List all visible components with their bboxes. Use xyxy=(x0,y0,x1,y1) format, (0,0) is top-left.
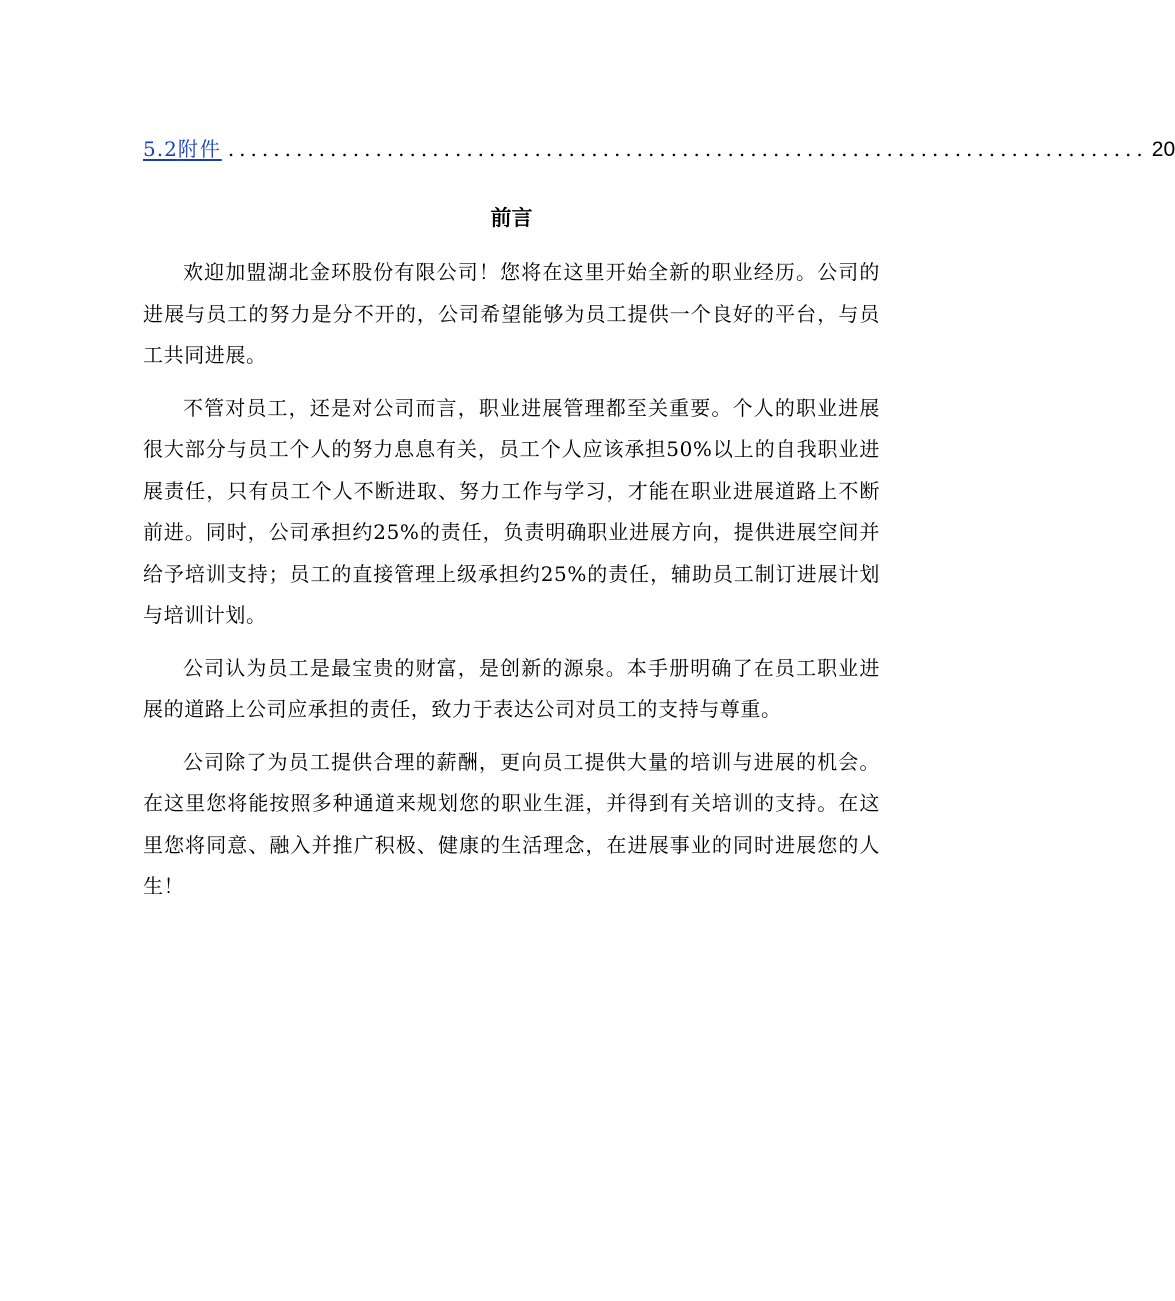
body-text xyxy=(143,252,880,919)
paragraph-career-responsibility: 不管对员工，还是对公司而言，职业进展管理都至关重要。个人的职业进展很大部分与员工个人的努力息息有关，员工个人应该承担50%以上的自我职业进展责任，只有员工个人不断进取、努力工作与学习，才能在职业进展道路上不断前进。同时，公司承担约25%的责任，负责明确职业进展方向，提供进展空间并给予培训支持；员工的直接管理上级承担约25%的责任，辅助员工制订进展计划与培训计划。 xyxy=(143,395,880,627)
paragraph-company-commitment: 公司认为员工是最宝贵的财富，是创新的源泉。本手册明确了在员工职业进展的道路上公司应承担的责任，致力于表达公司对员工的支持与尊重。 xyxy=(143,655,880,721)
paragraph-welcome: 欢迎加盟湖北金环股份有限公司！您将在这里开始全新的职业经历。公司的进展与员工的努力是分不开的，公司希望能够为员工提供一个良好的平台，与员工共同进展。 xyxy=(143,260,880,367)
toc-dot-leader: ................................................................................. xyxy=(227,137,1148,161)
toc-entry[interactable] xyxy=(143,133,1175,165)
toc-page-number: 20 xyxy=(1151,138,1175,161)
toc-entry-title[interactable]: 附件 xyxy=(177,137,222,161)
paragraph-training-opportunities: 公司除了为员工提供合理的薪酬，更向员工提供大量的培训与进展的机会。在这里您将能按照多种通道来规划您的职业生涯，并得到有关培训的支持。在这里您将同意、融入并推广积极、健康的生活理念，在进展事业的同时进展您的人生！ xyxy=(143,749,880,898)
toc-entry-number[interactable]: 5.2 xyxy=(143,137,178,161)
section-heading: 前言 xyxy=(490,205,533,230)
